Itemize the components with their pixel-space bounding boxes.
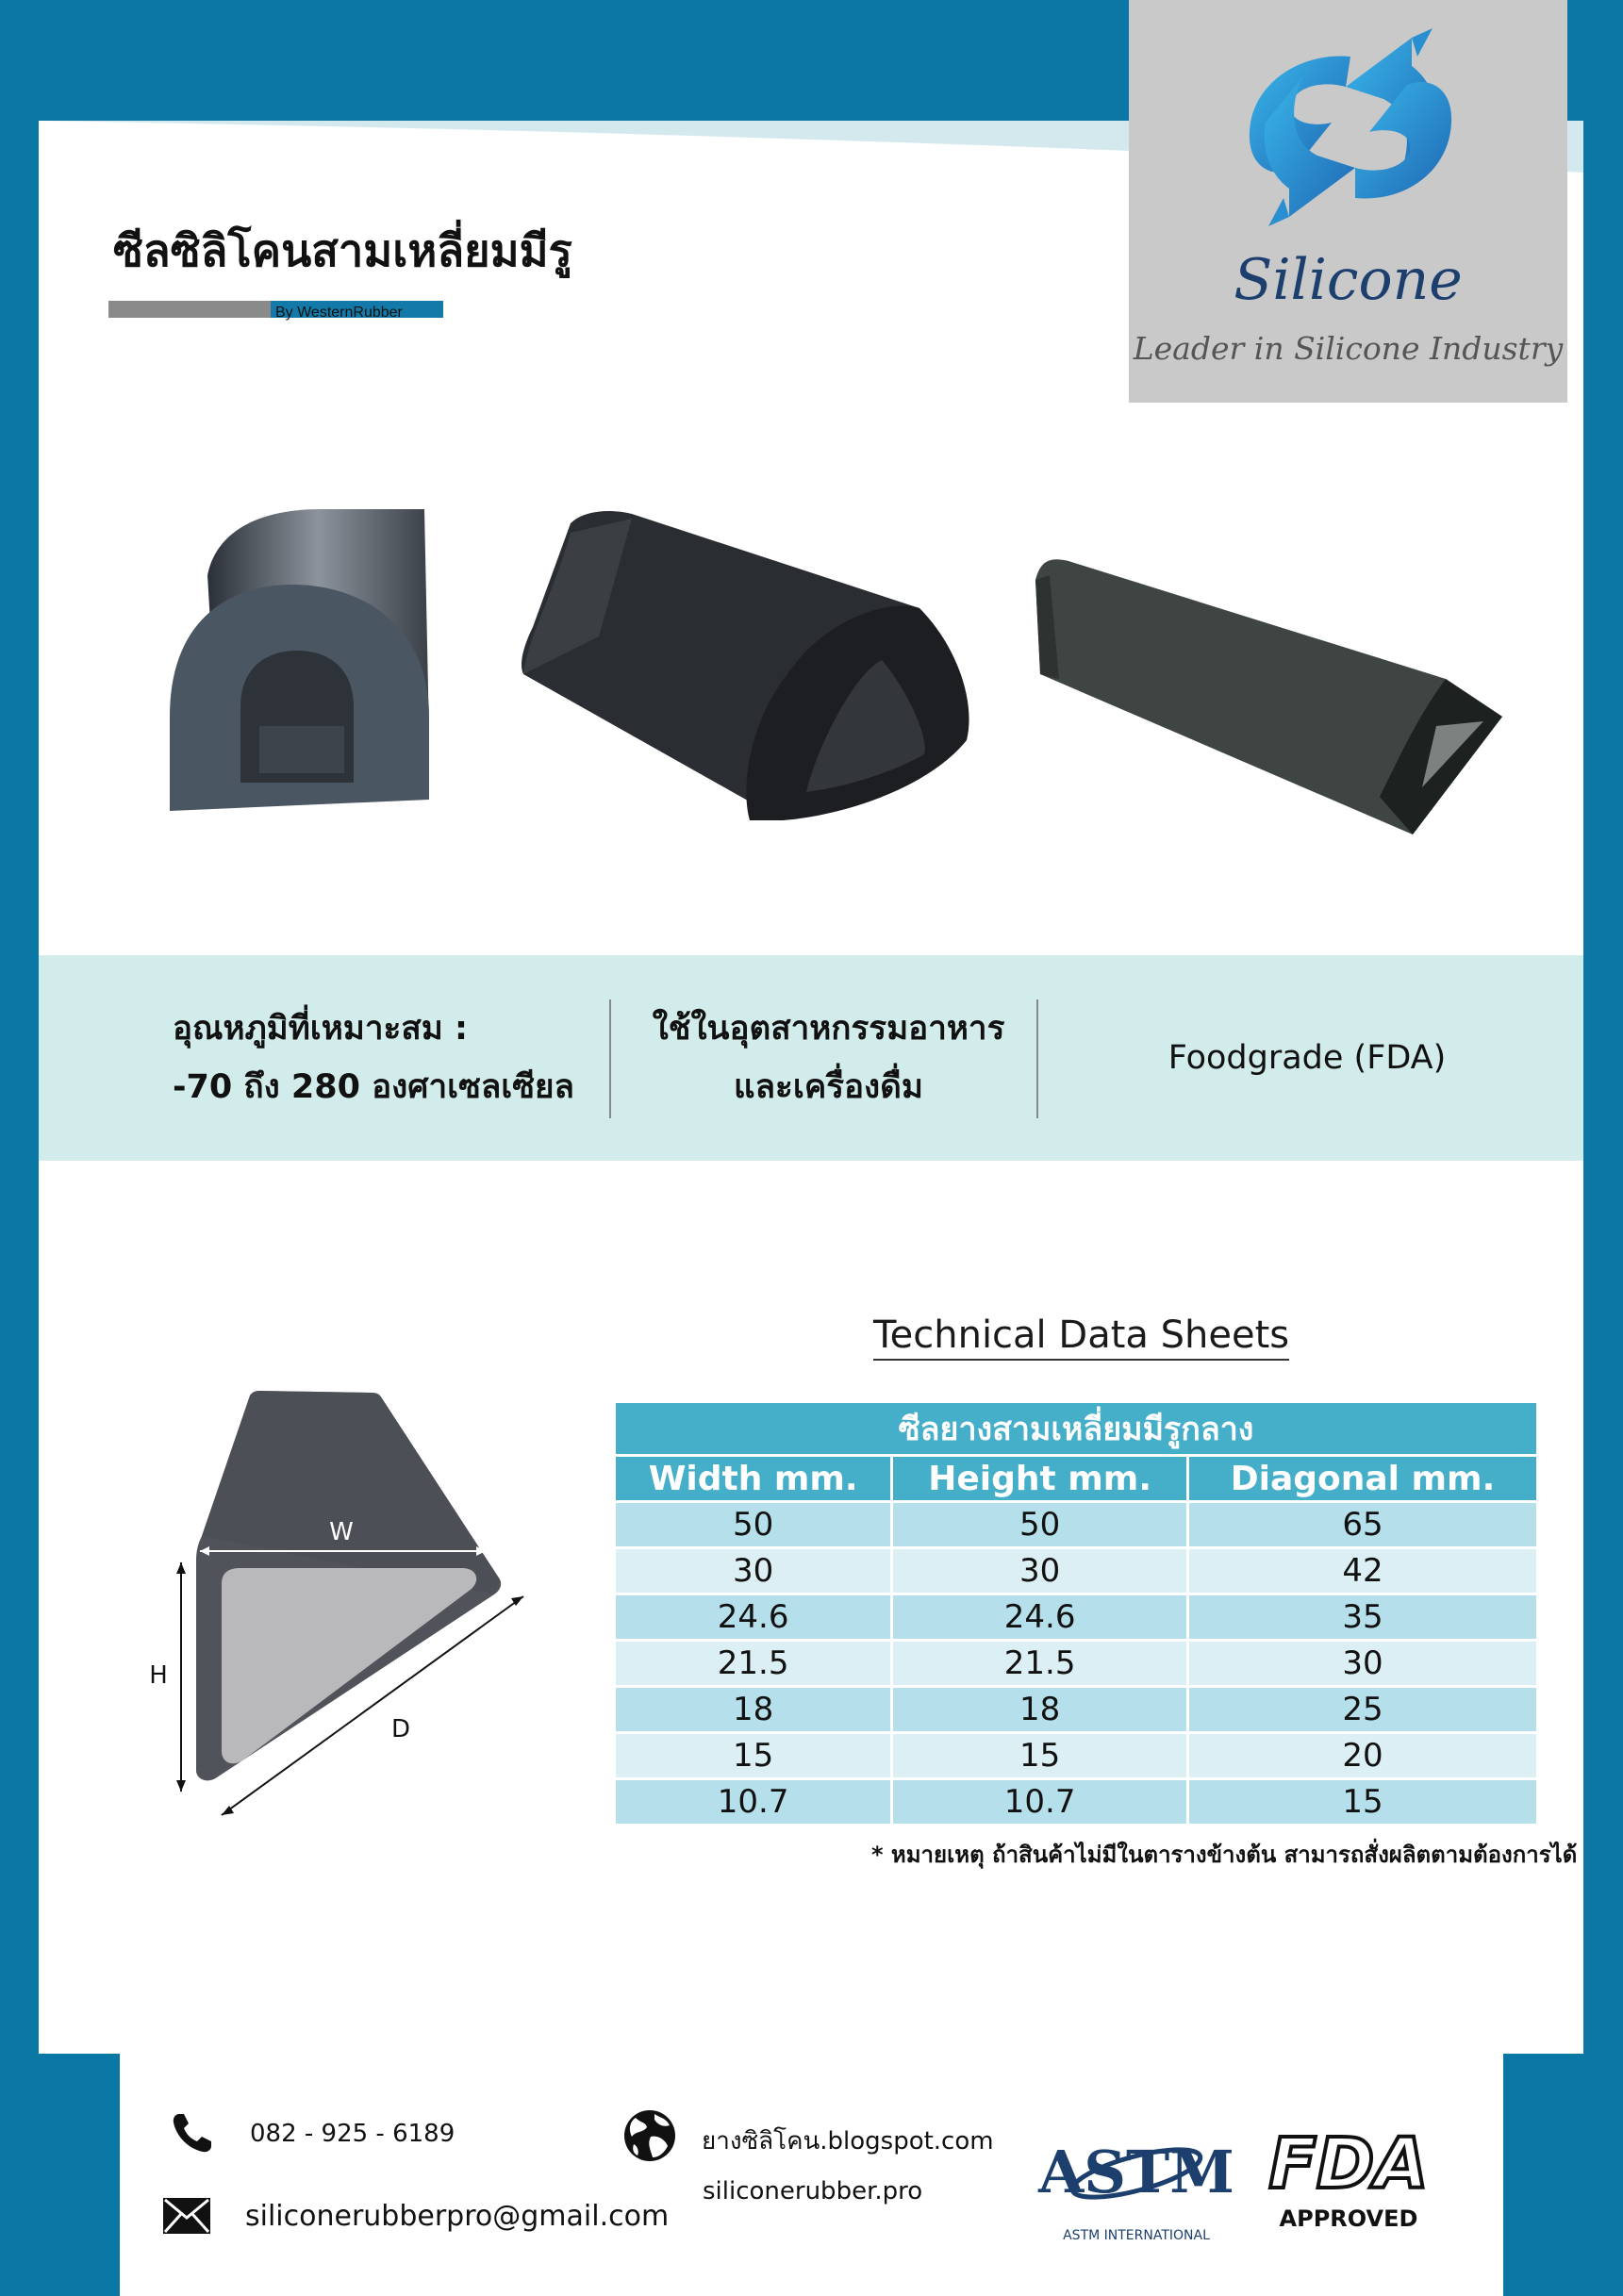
column-header-diagonal: Diagonal mm. [1187,1456,1537,1502]
phone-number[interactable]: 082 - 925 - 6189 [250,2120,455,2148]
table-cell: 30 [1187,1641,1537,1687]
fda-mark: FDA [1268,2123,1429,2205]
table-cell: 18 [892,1687,1188,1733]
table-cell: 24.6 [615,1594,892,1641]
feature-foodgrade [1052,955,1562,1161]
long-triangle-seal-photo [1031,556,1502,839]
astm-logo [1038,2117,1234,2249]
silicone-s-logo-icon [1129,0,1567,255]
table-cell: 20 [1187,1733,1537,1779]
table-cell: 24.6 [892,1594,1188,1641]
feature-temperature [173,955,588,1161]
table-cell: 65 [1187,1502,1537,1548]
table-row [615,1641,1538,1687]
byline: By WesternRubber [275,305,403,321]
astm-caption: ASTM INTERNATIONAL [1063,2228,1210,2243]
feature-divider [1036,999,1038,1118]
table-cell: 35 [1187,1594,1537,1641]
spec-table [613,1400,1539,1826]
technical-data-title: Technical Data Sheets [873,1313,1289,1361]
table-cell: 15 [615,1733,892,1779]
brand-logo [1129,0,1567,403]
website-link[interactable]: siliconerubber.pro [703,2177,923,2205]
title-underline-grey [108,301,271,318]
column-header-height: Height mm. [892,1456,1188,1502]
table-cell: 18 [615,1687,892,1733]
table-cell: 15 [892,1733,1188,1779]
astm-mark: ASTM [1038,2138,1234,2206]
table-row [615,1779,1538,1825]
table-cell: 10.7 [615,1779,892,1825]
table-cell: 50 [892,1502,1188,1548]
table-cell: 30 [892,1548,1188,1594]
email-address[interactable]: siliconerubberpro@gmail.com [245,2200,670,2233]
feature-food-industry-line1: ใช้ในอุตสาหกรรมอาหาร [652,1010,1005,1048]
feature-food-industry [623,955,1034,1161]
table-row [615,1733,1538,1779]
table-cell: 15 [1187,1779,1537,1825]
logo-tagline: Leader in Silicone Industry [1133,330,1564,367]
column-header-width: Width mm. [615,1456,892,1502]
spec-table-caption: ซีลยางสามเหลี่ยมมีรูกลาง [615,1402,1538,1456]
globe-icon [622,2108,677,2163]
email-icon [162,2197,211,2235]
feature-temperature-line2: -70 ถึง 280 องศาเซลเซียล [173,1068,574,1106]
table-cell: 25 [1187,1687,1537,1733]
triangle-seal-photo [514,504,990,825]
feature-divider [609,999,611,1118]
fda-caption: APPROVED [1279,2205,1418,2232]
table-row [615,1502,1538,1548]
feature-food-industry-line2: และเครื่องดื่ม [734,1068,923,1106]
logo-wordmark: Silicone [1234,247,1463,313]
spec-table-body [615,1502,1538,1825]
table-cell: 21.5 [892,1641,1188,1687]
table-cell: 21.5 [615,1641,892,1687]
d-profile-seal-photo [160,500,443,811]
table-cell: 50 [615,1502,892,1548]
dimension-diagram [141,1381,538,1825]
table-row [615,1594,1538,1641]
feature-band [39,955,1583,1161]
table-cell: 10.7 [892,1779,1188,1825]
diagram-label-h: H [149,1661,168,1690]
table-row [615,1687,1538,1733]
table-cell: 42 [1187,1548,1537,1594]
phone-icon [170,2110,215,2156]
fda-approved-logo [1268,2123,1429,2232]
table-note: * หมายเหตุ ถ้าสินค้าไม่มีในตารางข้างต้น สามารถสั่งผลิตตามต้องการได้ [871,1842,1578,1868]
diagram-label-w: W [329,1518,354,1546]
diagram-label-d: D [390,1715,411,1743]
blog-link[interactable]: ยางซิลิโคน.blogspot.com [702,2127,994,2156]
table-row [615,1548,1538,1594]
feature-foodgrade-line1: Foodgrade (FDA) [1168,1039,1447,1077]
table-cell: 30 [615,1548,892,1594]
page-title: ซีลซิลิโคนสามเหลี่ยมมีรู [113,225,572,277]
feature-temperature-line1: อุณหภูมิที่เหมาะสม : [173,1010,468,1048]
